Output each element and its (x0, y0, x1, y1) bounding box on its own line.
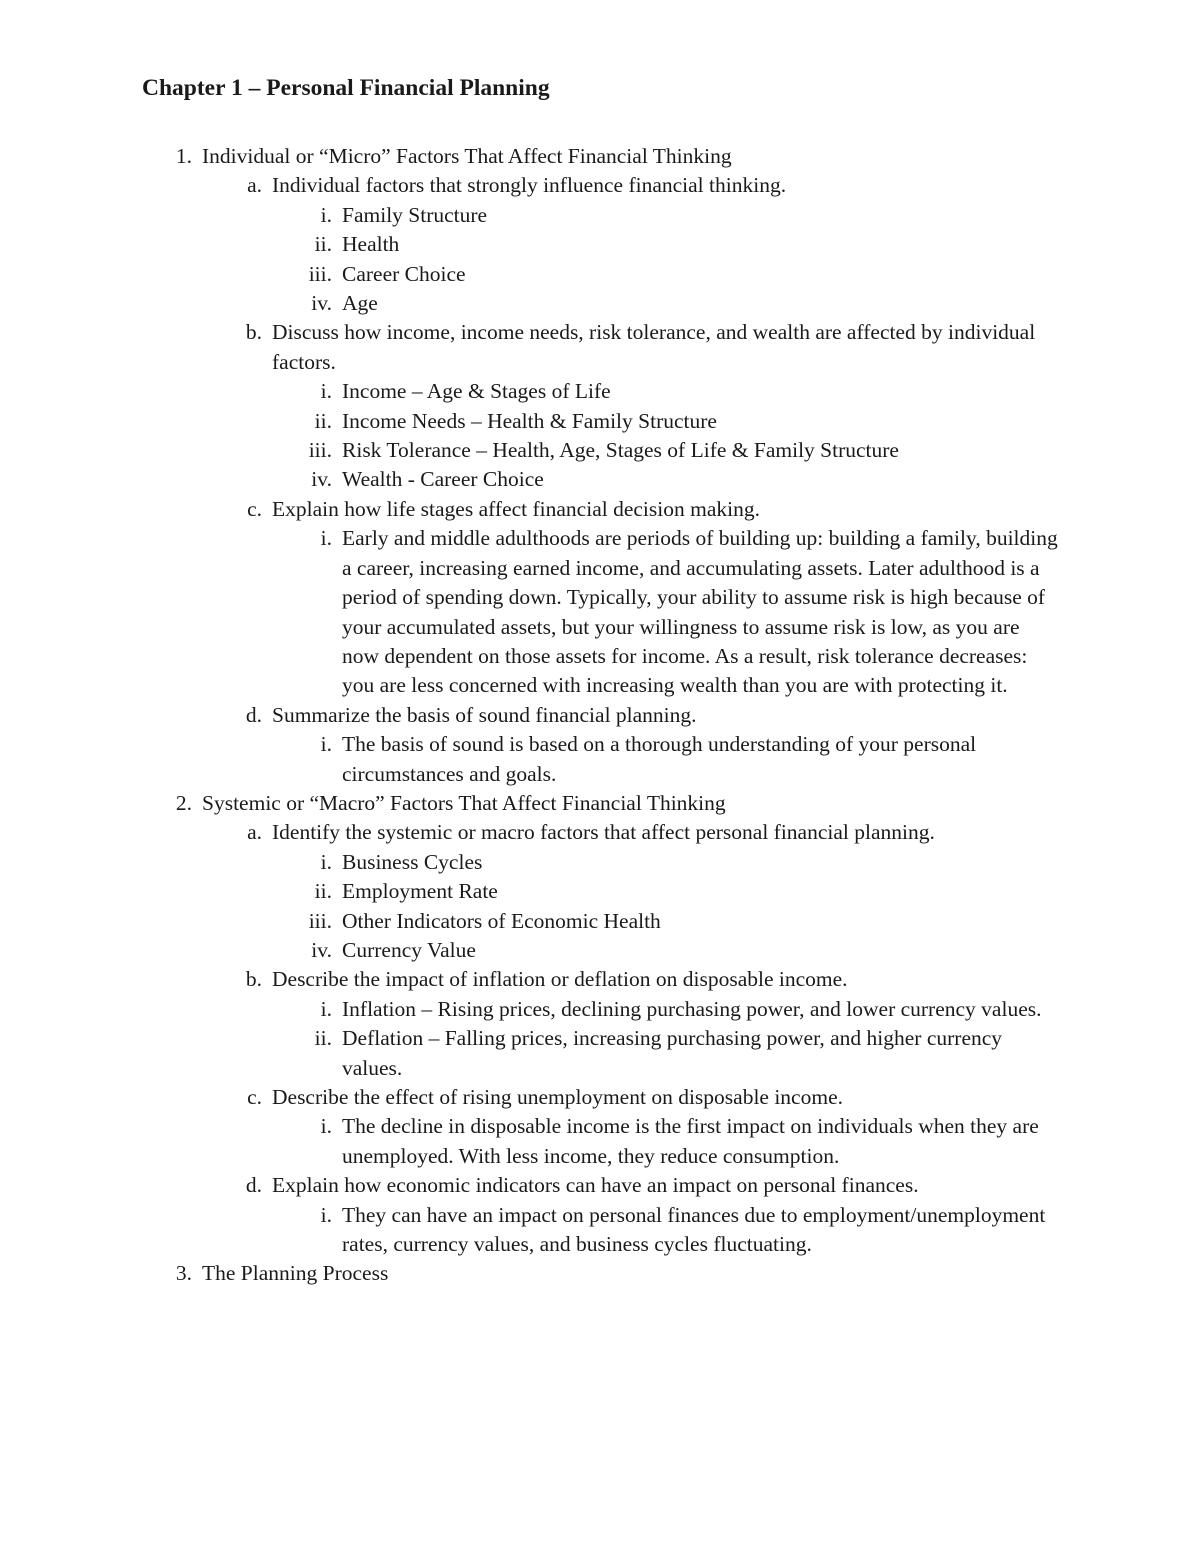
list-item-text: Deflation – Falling prices, increasing purchasing power, and higher currency values. (342, 1026, 1003, 1080)
outline-item-level-2 (212, 1083, 1060, 1112)
outline-item-level-3 (282, 201, 1060, 230)
list-marker: 1. (175, 144, 192, 168)
list-item-text: Summarize the basis of sound financial planning. (272, 702, 697, 727)
outline-item-level-3 (282, 465, 1060, 494)
outline-list (142, 142, 1060, 1289)
list-marker: iv. (311, 937, 332, 962)
list-item-text: Inflation – Rising prices, declining purchasing power, and lower currency values. (342, 996, 1042, 1021)
list-item-text: Income – Age & Stages of Life (342, 379, 611, 404)
list-marker: b. (245, 320, 262, 345)
list-marker: iv. (311, 291, 332, 316)
list-item-text: Currency Value (342, 937, 476, 962)
outline-item-level-3 (282, 848, 1060, 877)
page-title: Chapter 1 – Personal Financial Planning (142, 75, 550, 101)
list-item-text: Explain how life stages affect financial decision making. (272, 496, 760, 521)
outline-item-level-1 (142, 1259, 1060, 1288)
list-marker: a. (247, 173, 262, 198)
list-item-text: Employment Rate (342, 879, 498, 904)
outline-item-level-2 (212, 171, 1060, 200)
list-marker: i. (320, 849, 332, 874)
list-item-text: Systemic or “Macro” Factors That Affect Financial Thinking (202, 790, 726, 815)
list-item-text: The basis of sound is based on a thorough understanding of your personal circumstances and goals. (342, 732, 977, 786)
list-marker: iv. (311, 467, 332, 492)
list-item-text: Age (342, 291, 378, 316)
list-marker: i. (320, 526, 332, 551)
list-item-text: Family Structure (342, 202, 488, 227)
list-item-text: Discuss how income, income needs, risk tolerance, and wealth are affected by individual factors. (272, 320, 1036, 374)
list-marker: c. (247, 496, 262, 521)
outline-item-level-3 (282, 936, 1060, 965)
outline-item-level-2 (212, 965, 1060, 994)
outline-item-level-3 (282, 1112, 1060, 1171)
list-marker: i. (320, 1202, 332, 1227)
outline-item-level-2 (212, 318, 1060, 377)
outline-item-level-3 (282, 524, 1060, 700)
outline-item-level-2 (212, 818, 1060, 847)
list-item-text: Career Choice (342, 261, 466, 286)
outline-item-level-3 (282, 995, 1060, 1024)
list-marker: c. (247, 1085, 262, 1109)
list-item-text: Describe the effect of rising unemployment on disposable income. (272, 1085, 843, 1109)
list-marker: b. (245, 967, 262, 992)
list-item-text: Early and middle adulthoods are periods of building up: building a family, building a career, increasing earned income, and accumulating assets. Later adulthood is a period of spending down. Typically, your ability to assume risk is high because of your accumulated assets, but your willingness to assume risk is low, as you are now dependent on those assets for income. As a result, risk tolerance decreases: you are less concerned with increasing wealth than you are with protecting it. (342, 526, 1058, 698)
outline-item-level-3 (282, 436, 1060, 465)
list-marker: i. (320, 732, 332, 757)
list-marker: d. (245, 702, 262, 727)
list-marker: i. (320, 1114, 332, 1139)
list-item-text: Describe the impact of inflation or deflation on disposable income. (272, 967, 848, 992)
outline-item-level-1 (142, 142, 1060, 171)
list-item-text: The Planning Process (202, 1261, 389, 1286)
list-item-text: The decline in disposable income is the first impact on individuals when they are unemployed. With less income, they reduce consumption. (342, 1114, 1039, 1168)
outline-item-level-3 (282, 907, 1060, 936)
list-marker: a. (247, 820, 262, 845)
list-marker: i. (320, 996, 332, 1021)
list-marker: i. (320, 379, 332, 404)
list-marker: ii. (314, 879, 332, 904)
list-marker: i. (320, 202, 332, 227)
list-marker: iii. (308, 438, 332, 463)
list-marker: iii. (308, 908, 332, 933)
outline-item-level-3 (282, 377, 1060, 406)
list-item-text: Individual or “Micro” Factors That Affect Financial Thinking (202, 144, 732, 168)
list-marker: iii. (308, 261, 332, 286)
list-item-text: Business Cycles (342, 849, 483, 874)
list-item-text: Health (342, 232, 400, 257)
list-item-text: They can have an impact on personal finances due to employment/unemployment rates, currency values, and business cycles fluctuating. (342, 1202, 1046, 1257)
list-marker: ii. (314, 1026, 332, 1051)
outline-item-level-3 (282, 407, 1060, 436)
list-item-text: Individual factors that strongly influence financial thinking. (272, 173, 787, 198)
outline-item-level-3 (282, 230, 1060, 259)
list-item-text: Other Indicators of Economic Health (342, 908, 661, 933)
list-item-text: Identify the systemic or macro factors that affect personal financial planning. (272, 820, 935, 845)
outline-item-level-2 (212, 495, 1060, 524)
list-item-text: Wealth - Career Choice (342, 467, 544, 492)
outline-item-level-3 (282, 289, 1060, 318)
outline-item-level-3 (282, 1201, 1060, 1260)
outline-item-level-3 (282, 730, 1060, 789)
list-marker: ii. (314, 408, 332, 433)
list-item-text: Risk Tolerance – Health, Age, Stages of Life & Family Structure (342, 438, 899, 463)
list-marker: 2. (175, 790, 192, 815)
outline-item-level-2 (212, 701, 1060, 730)
outline-item-level-3 (282, 1024, 1060, 1083)
list-marker: d. (245, 1173, 262, 1198)
outline-item-level-3 (282, 877, 1060, 906)
outline-item-level-3 (282, 260, 1060, 289)
outline-item-level-1 (142, 789, 1060, 818)
list-marker: 3. (175, 1261, 192, 1286)
list-marker: ii. (314, 232, 332, 257)
list-item-text: Income Needs – Health & Family Structure (342, 408, 717, 433)
outline-item-level-2 (212, 1171, 1060, 1200)
list-item-text: Explain how economic indicators can have an impact on personal finances. (272, 1173, 919, 1198)
